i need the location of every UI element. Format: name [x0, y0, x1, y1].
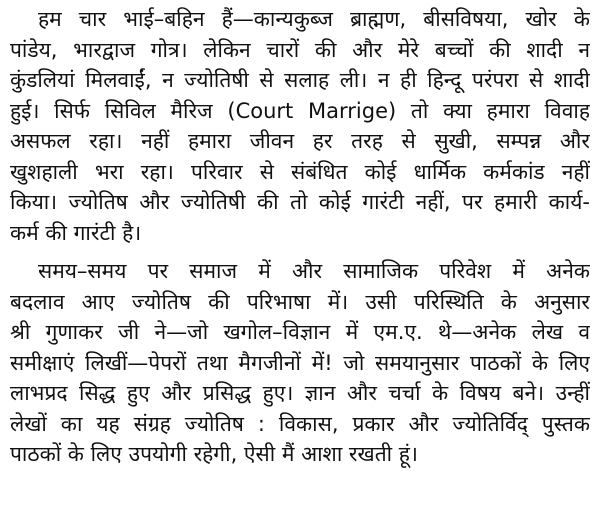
- text-line: लाभप्रद सिद्ध हुए और प्रसिद्ध हुए। ज्ञान और चर्चा के विषय बने। उन्हीं: [10, 381, 590, 405]
- text-line: हुई। सिर्फ सिविल मैरिज (Court Marrige) तो क्या हमारा विवाह: [10, 98, 590, 123]
- text-line: कुंडलियां मिलवाईं, न ज्योतिषी से सलाह ली। न ही हिन्दू परंपरा से शादी: [10, 68, 590, 92]
- text-line: लेखों का यह संग्रह ज्योतिष : विकास, प्रकार और ज्योतिर्विद् पुस्तक: [10, 411, 590, 436]
- text-line: पांडेय, भारद्वाज गोत्र। लेकिन चारों की और मेरे बच्चों की शादी न: [10, 37, 590, 62]
- text-line: पाठकों के लिए उपयोगी रहेगी, ऐसी मैं आशा रखती हूं।: [10, 442, 418, 466]
- text-line: समीक्षाएं लिखीं—पेपरों तथा मैगजीनों में! जो समयानुसार पाठकों के लिए: [10, 350, 590, 375]
- paragraph-2: [10, 256, 590, 470]
- text-line: असफल रहा। नहीं हमारा जीवन हर तरह से सुखी, सम्पन्न और: [10, 129, 590, 153]
- text-line: हम चार भाई–बहिन हैं—कान्यकुब्ज ब्राह्मण, बीसविषया, खोर के: [38, 7, 590, 31]
- text-line: किया। ज्योतिष और ज्योतिषी की तो कोई गारंटी नहीं, पर हमारी कार्य-: [10, 190, 590, 214]
- paragraph-1: [10, 4, 590, 248]
- text-line: बदलाव आए ज्योतिष की परिभाषा में। उसी परिस्थिति के अनुसार: [10, 289, 590, 314]
- text-line: समय–समय पर समाज में और सामाजिक परिवेश में अनेक: [38, 259, 590, 283]
- text-line: श्री गुणाकर जी ने—जो खगोल–विज्ञान में एम.ए. थे—अनेक लेख व: [10, 320, 590, 344]
- text-line: कर्म की गारंटी है।: [10, 220, 142, 245]
- text-line: खुशहाली भरा रहा। परिवार से संबंधित कोई धार्मिक कर्मकांड नहीं: [10, 159, 590, 184]
